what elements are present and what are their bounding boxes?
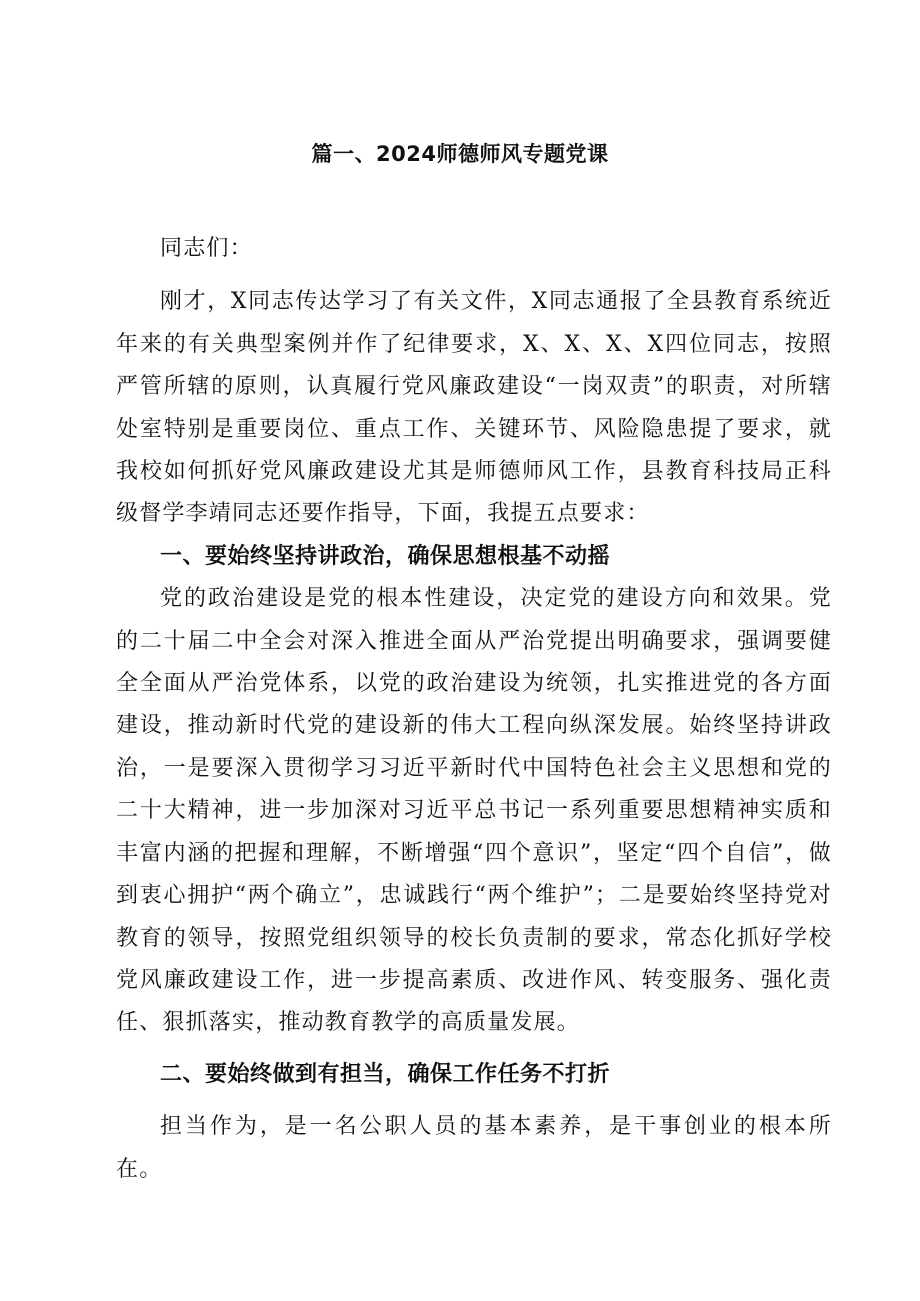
document-body — [116, 228, 832, 1191]
section-heading-2: 二、要始终做到有担当，确保工作任务不打折 — [160, 1061, 611, 1087]
document-title: 篇一、2024师德师风专题党课 — [311, 142, 609, 166]
intro-paragraph: 刚才，X同志传达学习了有关文件，X同志通报了全县教育系统近年来的有关典型案例并作了纪律要求，X、X、X、X四位同志，按照严管所辖的原则，认真履行党风廉政建设“一岗双责”的职责，对所辖处室特别是重要岗位、重点工作、关键环节、风险隐患提了要求，就我校如何抓好党风廉政建设尤其是师德师风工作，县教育科技局正科级督学李靖同志还要作指导，下面，我提五点要求： — [116, 289, 832, 527]
greeting: 同志们： — [160, 236, 253, 261]
section-1-paragraph: 党的政治建设是党的根本性建设，决定党的建设方向和效果。党的二十届二中全会对深入推进全面从严治党提出明确要求，强调要健全全面从严治党体系，以党的政治建设为统领，扎实推进党的各方面建设，推动新时代党的建设新的伟大工程向纵深发展。始终坚持讲政治，一是要深入贯彻学习习近平新时代中国特色社会主义思想和党的二十大精神，进一步加深对习近平总书记一系列重要思想精神实质和丰富内涵的把握和理解，不断增强“四个意识”，坚定“四个自信”，做到衷心拥护“两个确立”，忠诚践行“两个维护”；二是要始终坚持党对教育的领导，按照党组织领导的校长负责制的要求，常态化抓好学校党风廉政建设工作，进一步提高素质、改进作风、转变服务、强化责任、狠抓落实，推动教育教学的高质量发展。 — [116, 586, 832, 1036]
section-heading-1: 一、要始终坚持讲政治，确保思想根基不动摇 — [160, 543, 611, 569]
section-2-paragraph: 担当作为，是一名公职人员的基本素养，是干事创业的根本所在。 — [116, 1114, 832, 1182]
